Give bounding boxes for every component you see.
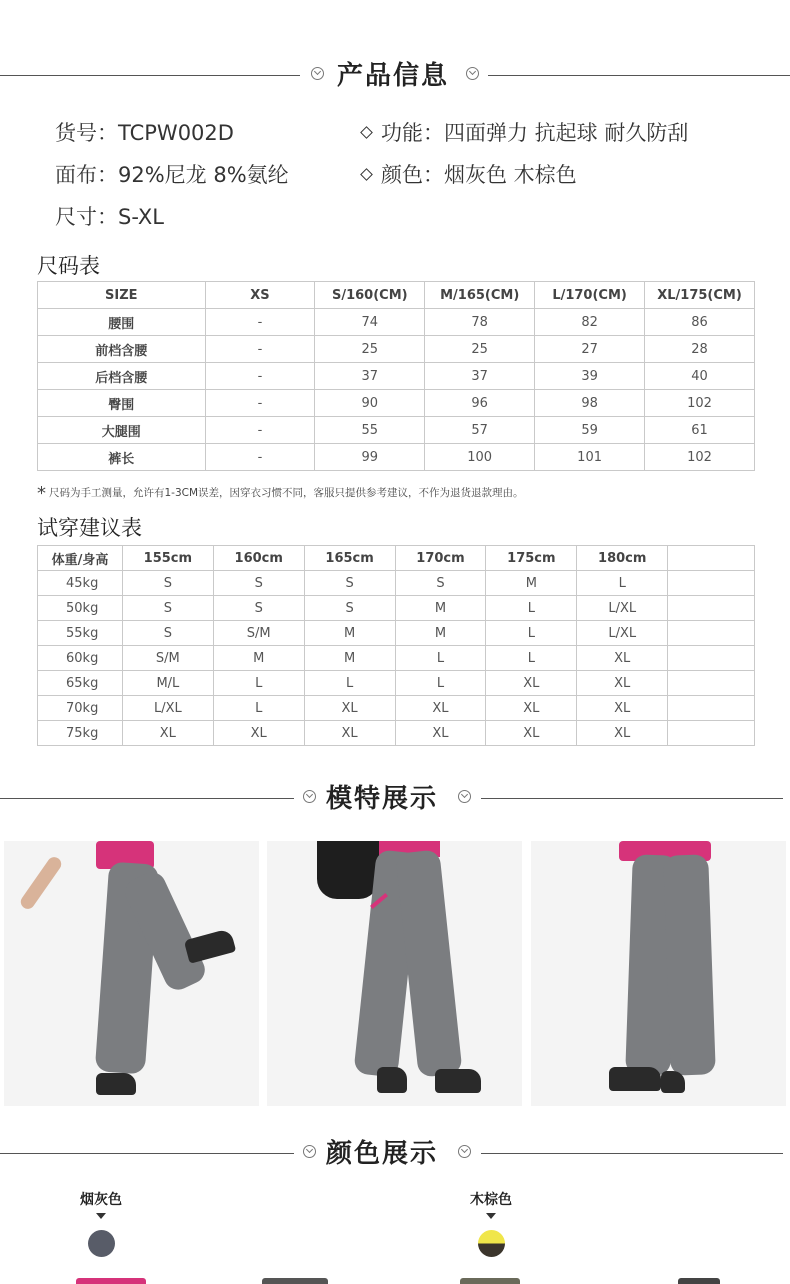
- column-header: S/160(CM): [315, 282, 425, 309]
- column-header: 155cm: [122, 546, 213, 571]
- chevron-down-icon: [303, 790, 316, 803]
- shoe: [661, 1071, 685, 1093]
- table-cell: XL: [577, 671, 668, 696]
- table-cell: 61: [645, 417, 755, 444]
- table-cell: 82: [535, 309, 645, 336]
- table-cell: -: [205, 444, 315, 471]
- table-row: [38, 671, 755, 696]
- section-header-colors: [0, 1133, 790, 1173]
- fit-chart-table: [37, 545, 755, 746]
- divider-line: [488, 75, 790, 76]
- size-range: 尺寸：S-XL: [55, 205, 164, 229]
- table-cell: M: [395, 621, 486, 646]
- table-cell: L: [486, 621, 577, 646]
- table-cell: S: [213, 596, 304, 621]
- table-cell: S: [304, 596, 395, 621]
- column-header: SIZE: [38, 282, 206, 309]
- table-cell: S/M: [213, 621, 304, 646]
- table-row: [38, 721, 755, 746]
- table-row: [38, 336, 755, 363]
- table-cell: S: [213, 571, 304, 596]
- column-header: XL/175(CM): [645, 282, 755, 309]
- chevron-down-icon: [311, 67, 324, 80]
- table-cell: 101: [535, 444, 645, 471]
- section-header-product-info: [0, 55, 790, 95]
- column-header: 170cm: [395, 546, 486, 571]
- row-header: 70kg: [38, 696, 123, 721]
- column-header: 体重/身高: [38, 546, 123, 571]
- table-cell: XL: [486, 696, 577, 721]
- shoe: [377, 1067, 407, 1093]
- table-cell: [668, 621, 755, 646]
- table-row: [38, 571, 755, 596]
- model-photo-2: [267, 841, 522, 1106]
- model-photo-1: [4, 841, 259, 1106]
- swatch-dot-brown: [478, 1230, 505, 1257]
- divider-line: [0, 75, 300, 76]
- table-cell: -: [205, 417, 315, 444]
- table-cell: L: [213, 696, 304, 721]
- size-chart-title: 尺码表: [37, 254, 100, 278]
- table-cell: 37: [315, 363, 425, 390]
- table-row: [38, 444, 755, 471]
- table-cell: 100: [425, 444, 535, 471]
- shoe: [184, 928, 237, 964]
- table-cell: [668, 646, 755, 671]
- table-cell: XL: [577, 696, 668, 721]
- table-cell: -: [205, 336, 315, 363]
- preview-strip: [460, 1278, 520, 1284]
- table-cell: L: [304, 671, 395, 696]
- diamond-icon: [360, 168, 373, 181]
- column-header: XS: [205, 282, 315, 309]
- size-chart-table: [37, 281, 755, 471]
- row-header: 裤长: [38, 444, 206, 471]
- swatch-label-grey: 烟灰色: [80, 1192, 122, 1208]
- table-cell: XL: [395, 696, 486, 721]
- table-row: [38, 646, 755, 671]
- row-header: 大腿围: [38, 417, 206, 444]
- table-cell: 78: [425, 309, 535, 336]
- table-cell: XL: [122, 721, 213, 746]
- table-cell: 86: [645, 309, 755, 336]
- table-cell: [668, 696, 755, 721]
- table-cell: 74: [315, 309, 425, 336]
- table-cell: XL: [304, 721, 395, 746]
- table-cell: S: [122, 571, 213, 596]
- table-row: [38, 363, 755, 390]
- asterisk-icon: *: [37, 483, 46, 504]
- table-row: [38, 696, 755, 721]
- table-cell: XL: [486, 721, 577, 746]
- table-cell: M: [304, 621, 395, 646]
- fabric: 面布：92%尼龙 8%氨纶: [55, 163, 289, 187]
- arm: [18, 854, 64, 911]
- table-cell: 25: [315, 336, 425, 363]
- table-row: [38, 309, 755, 336]
- table-cell: 57: [425, 417, 535, 444]
- table-cell: 98: [535, 390, 645, 417]
- table-cell: XL: [213, 721, 304, 746]
- preview-strip: [262, 1278, 328, 1284]
- table-cell: 37: [425, 363, 535, 390]
- table-cell: XL: [577, 721, 668, 746]
- table-cell: [668, 671, 755, 696]
- chevron-down-icon: [458, 790, 471, 803]
- row-header: 45kg: [38, 571, 123, 596]
- table-cell: 102: [645, 444, 755, 471]
- table-cell: L: [395, 671, 486, 696]
- shoe: [435, 1069, 481, 1093]
- table-cell: 25: [425, 336, 535, 363]
- row-header: 后档含腰: [38, 363, 206, 390]
- table-cell: [668, 721, 755, 746]
- item-number: 货号：TCPW002D: [55, 121, 234, 145]
- column-header: 180cm: [577, 546, 668, 571]
- column-header: [668, 546, 755, 571]
- table-cell: 96: [425, 390, 535, 417]
- table-cell: L/XL: [122, 696, 213, 721]
- column-header: M/165(CM): [425, 282, 535, 309]
- table-cell: XL: [577, 646, 668, 671]
- row-header: 60kg: [38, 646, 123, 671]
- column-header: 160cm: [213, 546, 304, 571]
- color-row: [362, 159, 577, 189]
- table-row: [38, 390, 755, 417]
- table-cell: -: [205, 390, 315, 417]
- colors: 颜色：烟灰色 木棕色: [381, 163, 577, 187]
- row-header: 65kg: [38, 671, 123, 696]
- divider-line: [481, 798, 783, 799]
- size-note: [37, 480, 524, 504]
- swatch-label-brown: 木棕色: [470, 1192, 512, 1208]
- table-cell: L/XL: [577, 621, 668, 646]
- table-cell: [668, 596, 755, 621]
- fit-chart-title: 试穿建议表: [37, 516, 142, 540]
- backpack: [317, 841, 379, 899]
- table-cell: S: [122, 621, 213, 646]
- divider-line: [0, 798, 294, 799]
- section-title: 颜色展示: [326, 1139, 439, 1169]
- table-cell: M: [486, 571, 577, 596]
- triangle-down-icon: [486, 1213, 496, 1219]
- table-cell: -: [205, 309, 315, 336]
- row-header: 75kg: [38, 721, 123, 746]
- table-cell: S/M: [122, 646, 213, 671]
- row-header: 50kg: [38, 596, 123, 621]
- table-cell: M/L: [122, 671, 213, 696]
- table-cell: 99: [315, 444, 425, 471]
- table-cell: -: [205, 363, 315, 390]
- table-row: [38, 621, 755, 646]
- section-title: 模特展示: [326, 784, 439, 814]
- table-header-row: [38, 546, 755, 571]
- table-cell: L: [486, 646, 577, 671]
- preview-strip: [76, 1278, 146, 1284]
- row-header: 臀围: [38, 390, 206, 417]
- table-cell: 40: [645, 363, 755, 390]
- chevron-down-icon: [466, 67, 479, 80]
- divider-line: [481, 1153, 783, 1154]
- pants-leg: [663, 854, 716, 1075]
- table-cell: M: [395, 596, 486, 621]
- table-cell: 59: [535, 417, 645, 444]
- table-cell: M: [304, 646, 395, 671]
- table-cell: 27: [535, 336, 645, 363]
- shoe: [609, 1067, 661, 1091]
- section-title: 产品信息: [337, 61, 450, 91]
- column-header: L/170(CM): [535, 282, 645, 309]
- table-cell: L: [213, 671, 304, 696]
- table-row: [38, 417, 755, 444]
- table-cell: L/XL: [577, 596, 668, 621]
- table-cell: 90: [315, 390, 425, 417]
- column-header: 175cm: [486, 546, 577, 571]
- triangle-down-icon: [96, 1213, 106, 1219]
- swatch-dot-grey: [88, 1230, 115, 1257]
- table-cell: [668, 571, 755, 596]
- column-header: 165cm: [304, 546, 395, 571]
- row-header: 55kg: [38, 621, 123, 646]
- table-cell: S: [122, 596, 213, 621]
- section-header-models: [0, 778, 790, 818]
- table-cell: XL: [304, 696, 395, 721]
- table-cell: XL: [395, 721, 486, 746]
- table-cell: 39: [535, 363, 645, 390]
- table-cell: S: [304, 571, 395, 596]
- chevron-down-icon: [458, 1145, 471, 1158]
- table-cell: M: [213, 646, 304, 671]
- chevron-down-icon: [303, 1145, 316, 1158]
- table-cell: L: [577, 571, 668, 596]
- row-header: 腰围: [38, 309, 206, 336]
- diamond-icon: [360, 126, 373, 139]
- table-cell: L: [395, 646, 486, 671]
- table-cell: XL: [486, 671, 577, 696]
- table-cell: S: [395, 571, 486, 596]
- table-header-row: [38, 282, 755, 309]
- row-header: 前档含腰: [38, 336, 206, 363]
- preview-strip: [678, 1278, 720, 1284]
- size-note-text: 尺码为手工测量，允许有1-3CM误差，因穿衣习惯不同，客服只提供参考建议，不作为退货退款理由。: [49, 487, 524, 499]
- divider-line: [0, 1153, 294, 1154]
- table-cell: 55: [315, 417, 425, 444]
- shoe: [96, 1073, 136, 1095]
- table-cell: L: [486, 596, 577, 621]
- function-row: [362, 117, 688, 147]
- model-photo-3: [531, 841, 786, 1106]
- table-row: [38, 596, 755, 621]
- function: 功能：四面弹力 抗起球 耐久防刮: [381, 121, 689, 145]
- table-cell: 28: [645, 336, 755, 363]
- table-cell: 102: [645, 390, 755, 417]
